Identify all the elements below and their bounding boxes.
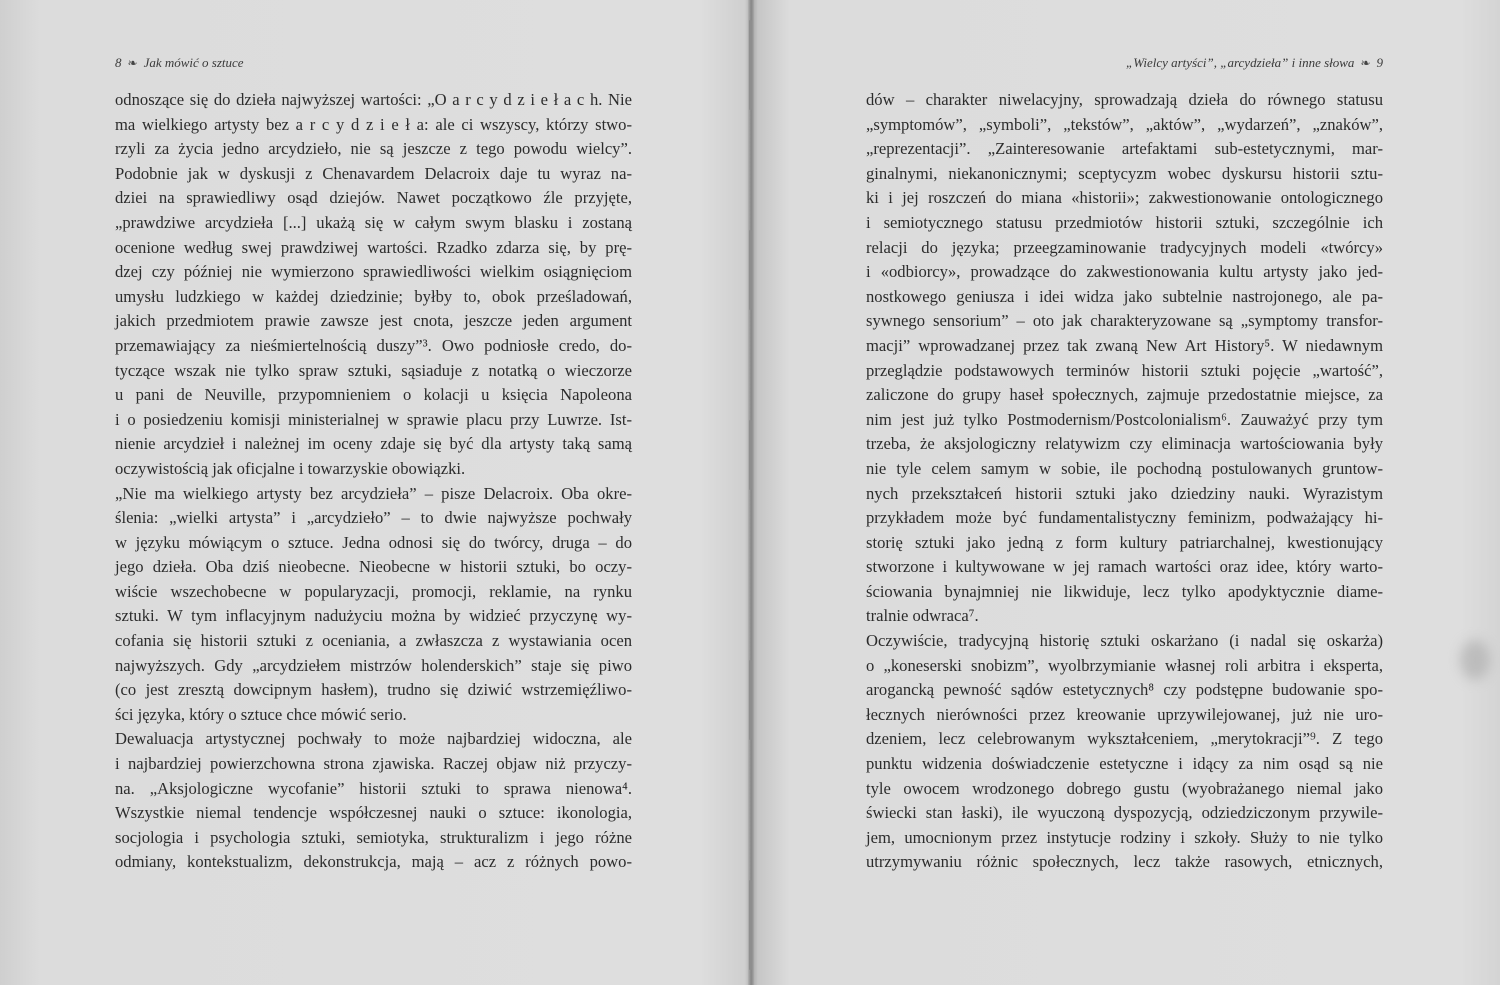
text-line: sywnego sensorium” – oto jak charakteryzowane są „symptomy transfor- bbox=[866, 311, 1383, 331]
text-line: jakich przedmiotem prawie zawsze jest cnota, jeszcze jeden argument bbox=[115, 311, 632, 331]
text-line: u pani de Neuville, przypomnieniem o kolacji u księcia Napoleona bbox=[115, 385, 632, 405]
text-line: przemawiający za nieśmiertelnością duszy”³. Owo podniosłe credo, do- bbox=[115, 335, 632, 355]
text-line: w języku mówiącym o sztuce. Jedna odnosi się do twórcy, druga – do bbox=[115, 532, 632, 552]
text-line: jem, umocnionym przez instytucje rodziny i szkoły. Służy to nie tylko bbox=[866, 827, 1383, 847]
text-line: „Nie ma wielkiego artysty bez arcydzieła” – pisze Delacroix. Oba okre- bbox=[115, 483, 632, 503]
text-line: arogancką pewność sądów estetycznych⁸ czy podstępne budowanie spo- bbox=[866, 680, 1383, 700]
text-line: trzeba, że aksjologiczny relatywizm czy eliminacja wartościowania były bbox=[866, 434, 1383, 454]
text-line: nienie arcydzieł i należnej im oceny zdaje się być dla artysty taką samą bbox=[115, 434, 632, 454]
text-line: Podobnie jak w dyskusji z Chenavardem Delacroix daje tu wyraz na- bbox=[115, 163, 632, 183]
text-line: wiście wszechobecne w popularyzacji, promocji, reklamie, na rynku bbox=[115, 581, 632, 601]
text-line: najwyższych. Gdy „arcydziełem mistrzów holenderskich” staje się piwo bbox=[115, 655, 632, 675]
text-line: utrzymywaniu różnic społecznych, lecz także rasowych, etnicznych, bbox=[866, 852, 1383, 872]
text-line: zaliczone do grupy haseł społecznych, zajmuje przedostatnie miejsce, za bbox=[866, 385, 1383, 405]
text-line: Oczywiście, tradycyjną historię sztuki oskarżano (i nadal się oskarża) bbox=[866, 631, 1383, 651]
text-line: tyczące wszak nie tylko spraw sztuki, sąsiaduje z notatką o wieczorze bbox=[115, 360, 632, 380]
text-line: „reprezentacji”. „Zainteresowanie artefaktami sub-estetycznymi, mar- bbox=[866, 139, 1383, 159]
right-running-header bbox=[1126, 55, 1383, 71]
text-line: dzeniem, lecz celebrowanym wykształceniem, „merytokracji”⁹. Z tego bbox=[866, 729, 1383, 749]
text-line: Wszystkie niemal tendencje współczesnej nauki o sztuce: ikonologia, bbox=[115, 803, 632, 823]
text-line: storię sztuki jako jedną z form kultury patriarchalnej, kwestionujący bbox=[866, 532, 1383, 552]
text-line: macji” wprowadzanej przez tak zwaną New Art History⁵. W niedawnym bbox=[866, 335, 1383, 355]
text-line: łecznych nierówności przez kreowanie uprzywilejowanej, już nie uro- bbox=[866, 704, 1383, 724]
right-page-number: 9 bbox=[1376, 55, 1383, 70]
ornament-icon: ❧ bbox=[127, 55, 138, 70]
text-line: Dewaluacja artystycznej pochwały to może najbardziej widoczna, ale bbox=[115, 729, 632, 749]
text-line: na. „Aksjologiczne wycofanie” historii sztuki to sprawa nienowa⁴. bbox=[115, 778, 632, 798]
text-line: dziei na sprawiedliwy osąd dziejów. Nawet początkowo źle przyjęte, bbox=[115, 188, 632, 208]
text-line: ma wielkiego artysty bez a r c y d z i e ł a: ale ci wszyscy, którzy stwo- bbox=[115, 114, 632, 134]
text-line: socjologia i psychologia sztuki, semiotyka, strukturalizm i jego różne bbox=[115, 827, 632, 847]
text-line: cofania się historii sztuki z oceniania, a zwłaszcza z wystawiania ocen bbox=[115, 631, 632, 651]
text-line: relacji do języka; przeegzaminowanie tradycyjnych modeli «twórcy» bbox=[866, 237, 1383, 257]
text-line: świecki stan łaski), ile wyuczoną dyspozycją, odziedziczonym przywile- bbox=[866, 803, 1383, 823]
left-body-text bbox=[115, 88, 632, 875]
text-line: (co jest zresztą dowcipnym hasłem), trudno się dziwić wstrzemięźliwo- bbox=[115, 680, 632, 700]
text-line: stworzone i kultywowane w jej ramach wartości oraz idee, który warto- bbox=[866, 557, 1383, 577]
left-running-title: Jak mówić o sztuce bbox=[143, 55, 244, 70]
paper-shadow bbox=[1460, 640, 1490, 680]
text-line: ki i jej roszczeń do miana «historii»; zakwestionowanie ontologicznego bbox=[866, 188, 1383, 208]
text-line: nostkowego geniusza i idei widza jako subtelnie nastrojonego, ale pa- bbox=[866, 286, 1383, 306]
text-line: odmiany, kontekstualizm, dekonstrukcja, mają – acz z różnych powo- bbox=[115, 852, 632, 872]
text-line: tralnie odwraca⁷. bbox=[866, 606, 979, 626]
text-line: odnoszące się do dzieła najwyższej wartości: „O a r c y d z i e ł a c h. Nie bbox=[115, 90, 632, 109]
text-line: „prawdziwe arcydzieła [...] ukażą się w całym swym blasku i zostaną bbox=[115, 212, 632, 232]
text-line: ocenione według swej prawdziwej wartości. Rzadko zdarza się, by prę- bbox=[115, 237, 632, 257]
text-line: ściowania bynajmniej nie likwiduje, lecz tylko apodyktycznie diame- bbox=[866, 581, 1383, 601]
text-line: rzyli za życia jedno arcydzieło, nie są jeszcze z tego powodu wielcy”. bbox=[115, 139, 632, 159]
text-line: i «odbiorcy», prowadzące do zakwestionowania kultu artysty jako jed- bbox=[866, 262, 1383, 282]
text-line: i o posiedzeniu komisji ministerialnej w sprawie placu przy Luwrze. Ist- bbox=[115, 409, 632, 429]
text-line: „symptomów”, „symboli”, „tekstów”, „aktów”, „wydarzeń”, „znaków”, bbox=[866, 114, 1383, 134]
text-line: ślenia: „wielki artysta” i „arcydzieło” – to dwie najwyższe pochwały bbox=[115, 508, 632, 528]
text-line: punktu widzenia doświadczenie estetyczne i idący za nim osąd są nie bbox=[866, 754, 1383, 774]
text-line: dzej czy później nie wymierzono sprawiedliwości wielkim osiągnięciom bbox=[115, 262, 632, 282]
text-line: nim jest już tylko Postmodernism/Postcolonialism⁶. Zauważyć przy tym bbox=[866, 409, 1383, 429]
text-line: nych przekształceń historii sztuki jako dziedziny nauki. Wyrazistym bbox=[866, 483, 1383, 503]
text-line: ginalnymi, niekanonicznymi; sceptycyzm wobec dyskursu historii sztu- bbox=[866, 163, 1383, 183]
right-page bbox=[752, 0, 1500, 985]
ornament-icon: ❧ bbox=[1360, 55, 1371, 70]
text-line: i najbardziej powierzchowna strona zjawiska. Raczej objaw niż przyczy- bbox=[115, 754, 632, 774]
text-line: dów – charakter niwelacyjny, sprowadzają dzieła do równego statusu bbox=[866, 90, 1383, 109]
text-line: i semiotycznego statusu przedmiotów historii sztuki, szczególnie ich bbox=[866, 212, 1383, 232]
right-running-title: „Wielcy artyści”, „arcydzieła” i inne słowa bbox=[1125, 55, 1355, 70]
text-line: przeglądzie podstawowych terminów historii sztuki pojęcie „wartość”, bbox=[866, 360, 1383, 380]
text-line: oczywistością jak oficjalne i towarzyskie obowiązki. bbox=[115, 458, 466, 478]
text-line: o „koneserski snobizm”, wyolbrzymianie własnej roli arbitra i eksperta, bbox=[866, 655, 1383, 675]
left-page-number: 8 bbox=[115, 55, 122, 70]
text-line: tyle owocem wrodzonego dobrego gustu (wyobrażanego niemal jako bbox=[866, 778, 1383, 798]
text-line: nie tyle celem samym w sobie, ile pochodną postulowanych gruntow- bbox=[866, 458, 1383, 478]
right-body-text bbox=[866, 88, 1383, 875]
text-line: jego dzieła. Oba dziś nieobecne. Nieobecne w historii sztuki, bo oczy- bbox=[115, 557, 632, 577]
text-line: sztuki. W tym inflacyjnym nadużyciu można by widzieć przyczynę wy- bbox=[115, 606, 632, 626]
left-running-header bbox=[115, 55, 244, 71]
text-line: przykładem może być fundamentalistyczny feminizm, podważający hi- bbox=[866, 508, 1383, 528]
text-line: ści języka, który o sztuce chce mówić serio. bbox=[115, 704, 407, 724]
text-line: umysłu ludzkiego w każdej dziedzinie; byłby to, obok prześladowań, bbox=[115, 286, 632, 306]
